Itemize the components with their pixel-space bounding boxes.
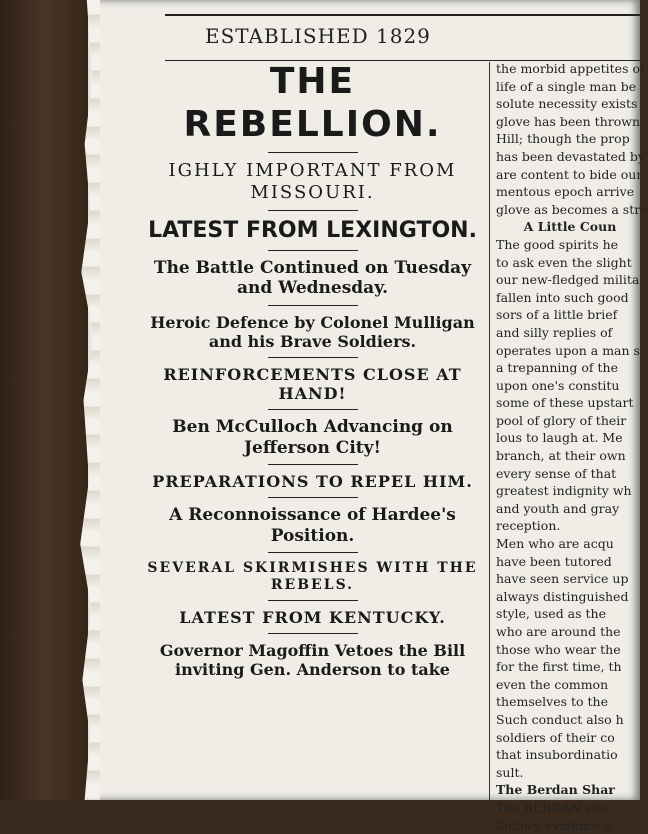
masthead-established: ESTABLISHED 1829	[205, 24, 431, 48]
side-line: themselves to the	[496, 694, 608, 710]
headline-battle: The Battle Continued on Tuesday and Wednesday.	[153, 257, 472, 299]
side-line: sors of a little brief	[496, 307, 618, 323]
separator	[268, 250, 358, 251]
side-line: even the common	[496, 676, 609, 692]
side-line: the morbid appetites of	[496, 61, 645, 76]
headline-reconnoissance: A Reconnoissance of Hardee's Position.	[169, 505, 456, 546]
side-line: have been tutored	[496, 553, 612, 569]
side-line: for the first time, th	[496, 659, 622, 675]
side-line: sult.	[496, 764, 524, 780]
side-line: to ask even the slight	[496, 254, 632, 270]
headline-kentucky: LATEST FROM KENTUCKY.	[179, 607, 446, 627]
side-line: are content to bide our	[496, 166, 643, 182]
headline-skirmishes: SEVERAL SKIRMISHES WITH THE REBELS.	[147, 560, 478, 594]
side-line: factory evidence o	[496, 817, 613, 833]
side-line: operates upon a man s	[496, 342, 640, 358]
side-line: those who wear the	[496, 641, 621, 657]
side-line: The good spirits he	[496, 236, 619, 252]
separator	[268, 210, 358, 211]
headline-missouri: IGHLY IMPORTANT FROM MISSOURI.	[168, 160, 457, 203]
side-line: mentous epoch arrive	[496, 184, 635, 200]
separator	[268, 633, 358, 634]
side-subhead: The Berdan Shar	[496, 782, 615, 798]
side-line: always distinguished	[496, 588, 629, 604]
headline-preparations: PREPARATIONS TO REPEL HIM.	[152, 472, 473, 492]
headline-title: THE REBELLION.	[183, 61, 442, 146]
separator	[268, 357, 358, 358]
side-line: has been devastated by	[496, 148, 645, 164]
side-line: solute necessity exists	[496, 96, 638, 112]
headline-magoffin: Governor Magoffin Vetoes the Bill inviting Gen. Anderson to take	[159, 641, 466, 680]
side-line: life of a single man be	[496, 78, 637, 94]
side-line: branch, at their own	[496, 448, 626, 464]
separator	[268, 305, 358, 306]
side-line: and silly replies of	[496, 324, 613, 340]
separator	[268, 464, 358, 465]
main-column	[140, 58, 485, 800]
headline-mulligan: Heroic Defence by Colonel Mulligan and his Brave Soldiers.	[150, 312, 475, 351]
side-line: and youth and gray	[496, 500, 620, 516]
headline-lexington: LATEST FROM LEXINGTON.	[148, 217, 477, 243]
side-line: greatest indignity wh	[496, 483, 632, 499]
side-line: The BERDAN sha	[496, 799, 608, 815]
side-line: upon one's constitu	[496, 377, 620, 393]
headline-reinforcements: REINFORCEMENTS CLOSE AT HAND!	[163, 365, 462, 404]
side-column	[496, 60, 648, 833]
side-line: our new-fledged milita	[496, 272, 640, 288]
separator	[268, 600, 358, 601]
side-line: a trepanning of the	[496, 360, 618, 376]
side-line: glove has been thrown	[496, 113, 640, 129]
side-line: reception.	[496, 518, 561, 534]
side-line: lous to laugh at. Me	[496, 430, 623, 446]
side-line: have seen service up	[496, 571, 629, 587]
headline-mcculloch: Ben McCulloch Advancing on Jefferson City!	[172, 417, 453, 458]
side-line: some of these upstart	[496, 395, 634, 411]
side-line: soldiers of their co	[496, 729, 615, 745]
separator	[268, 552, 358, 553]
separator	[268, 497, 358, 498]
side-line: Men who are acqu	[496, 536, 614, 552]
side-subhead: A Little Coun	[523, 219, 617, 235]
side-line: pool of glory of their	[496, 412, 627, 428]
side-line: fallen into such good	[496, 289, 629, 305]
side-line: glove as becomes a stre	[496, 201, 648, 217]
side-line: who are around the	[496, 624, 621, 639]
column-rule	[489, 62, 490, 800]
side-line: Hill; though the prop	[496, 131, 630, 147]
side-line: style, used as the	[496, 606, 606, 622]
separator	[268, 409, 358, 410]
side-line: every sense of that	[496, 465, 617, 481]
side-line: that insubordinatio	[496, 747, 618, 763]
side-line: Such conduct also h	[496, 711, 624, 727]
separator	[268, 152, 358, 153]
